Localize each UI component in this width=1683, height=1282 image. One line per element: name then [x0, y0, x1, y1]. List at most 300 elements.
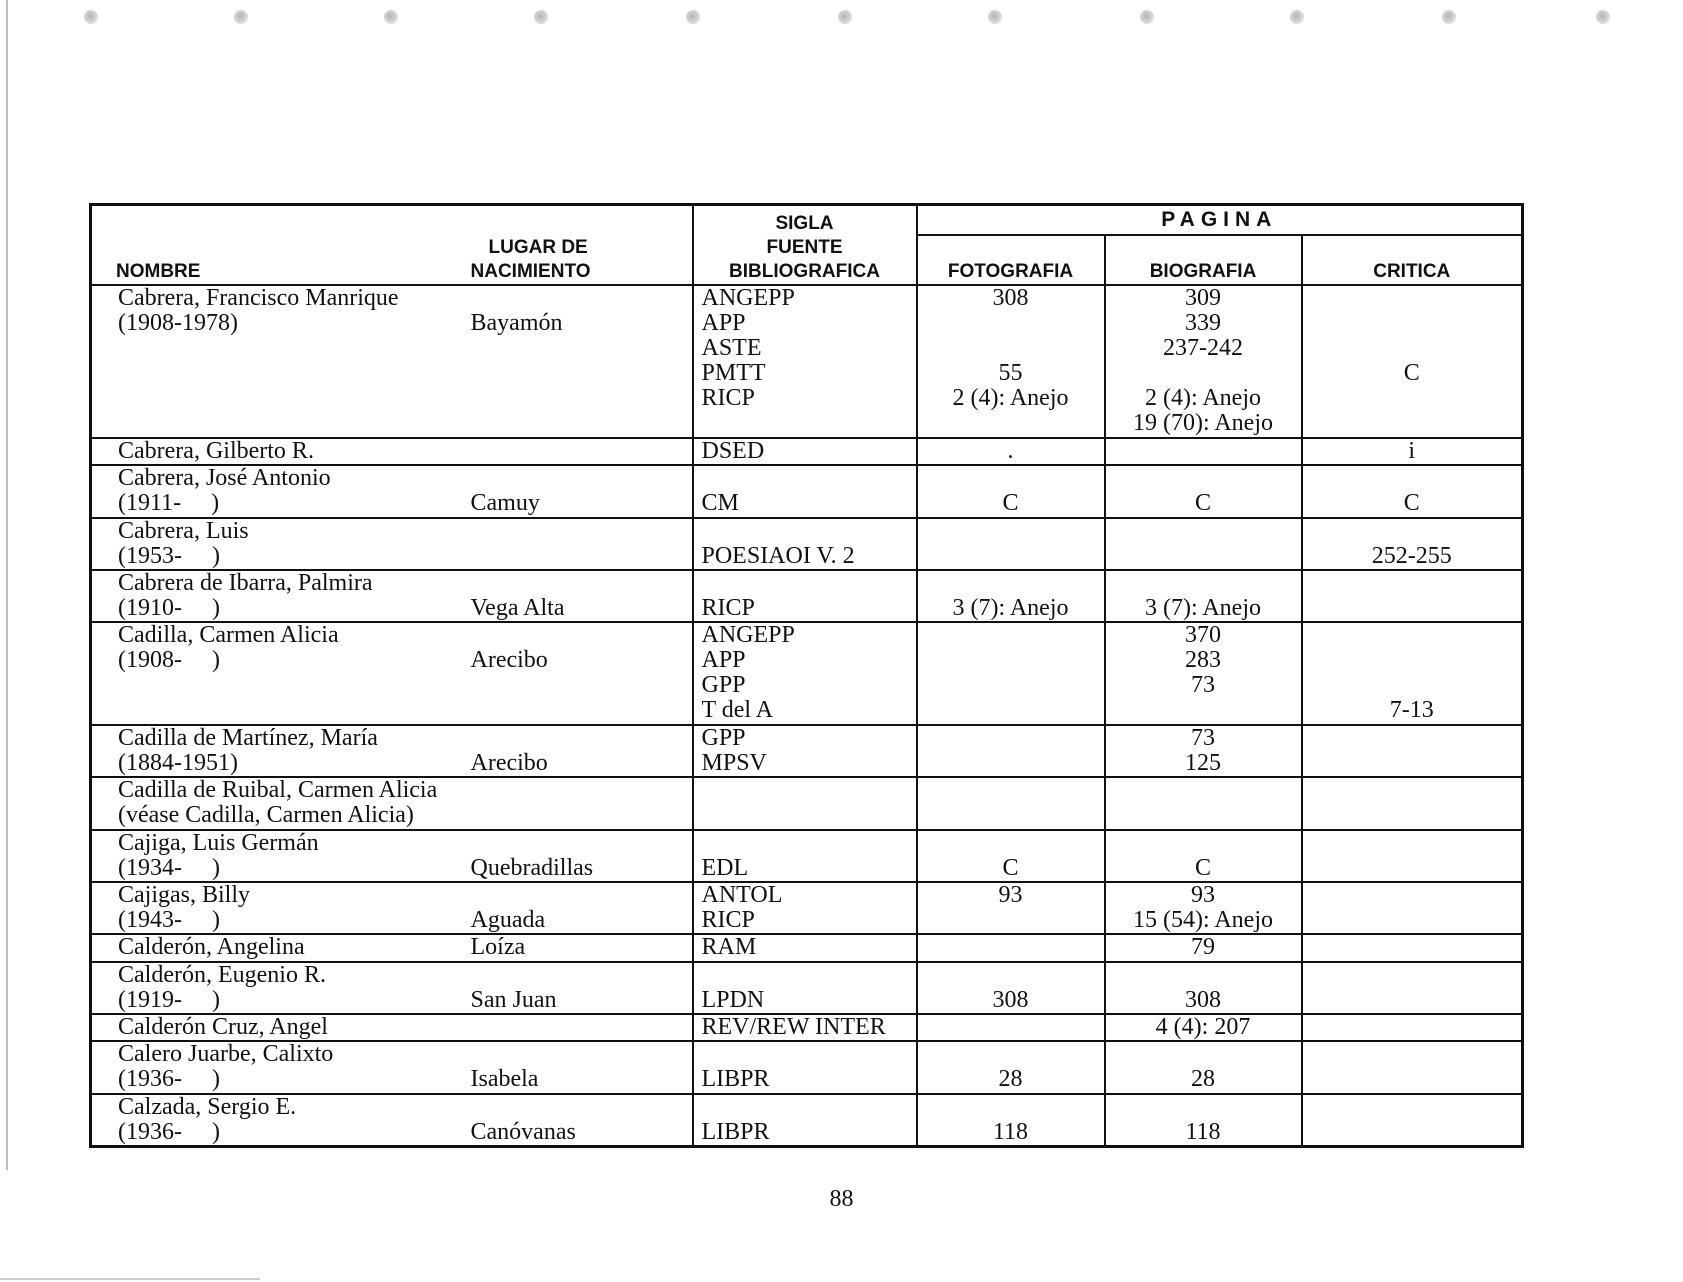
cell-line [1106, 698, 1301, 723]
binder-hole-icon [534, 10, 548, 24]
cell-line: Cadilla de Martínez, María [118, 725, 378, 752]
cell-line [1303, 1095, 1522, 1120]
cell-line [1303, 1042, 1522, 1067]
nombre-cell [91, 777, 464, 829]
fotografia-cell [917, 725, 1105, 777]
nombre-cell [91, 830, 464, 882]
cell-line: C [1194, 490, 1211, 517]
biografia-cell [1105, 1014, 1302, 1041]
sigla-cell [693, 438, 917, 465]
sigla-cell [693, 725, 917, 777]
critica-cell [1302, 1094, 1523, 1147]
lugar-cell [464, 777, 693, 829]
cell-line: 55 [998, 360, 1023, 386]
cell-line: 15 (54): Anejo [1133, 907, 1273, 934]
nombre-cell [91, 725, 464, 777]
header-lugar-line: NACIMIENTO [470, 261, 591, 282]
cell-line [1303, 726, 1522, 751]
table-row [91, 1014, 1523, 1041]
fotografia-cell [917, 438, 1105, 465]
cell-line [918, 963, 1104, 988]
cell-line [471, 726, 692, 751]
lugar-cell [464, 438, 693, 465]
critica-cell [1302, 882, 1523, 934]
binder-hole-icon [1290, 10, 1304, 24]
header-biografia: BIOGRAFIA [1105, 235, 1302, 285]
cell-line [471, 778, 692, 803]
header-sigla [693, 205, 917, 286]
cell-line [1303, 751, 1522, 776]
sigla-cell [693, 882, 917, 934]
nombre-cell [91, 438, 464, 465]
critica-cell [1302, 830, 1523, 882]
cell-line [1303, 623, 1522, 648]
cell-line: Cabrera, Luis [118, 517, 249, 544]
cell-line: San Juan [470, 986, 557, 1013]
fotografia-cell [917, 934, 1105, 961]
nombre-cell [91, 285, 464, 438]
cell-line [918, 311, 1104, 336]
biografia-cell [1105, 622, 1302, 725]
cell-line: C [1403, 360, 1420, 386]
fotografia-cell [917, 465, 1105, 517]
cell-line: 4 (4): 207 [1155, 1014, 1251, 1041]
cell-line: Quebradillas [470, 854, 594, 881]
fotografia-cell [917, 1094, 1105, 1147]
cell-line: CM [701, 490, 739, 517]
cell-line [918, 803, 1104, 828]
cell-line: Calzada, Sergio E. [118, 1093, 297, 1120]
cell-line [702, 466, 916, 491]
cell-line: 73 [1191, 725, 1215, 752]
cell-line: 308 [992, 285, 1029, 311]
fotografia-cell [917, 777, 1105, 829]
cell-line: 370 [1185, 622, 1221, 649]
header-lugar-line: LUGAR DE [488, 237, 588, 258]
lugar-cell [464, 882, 693, 934]
lugar-cell [464, 830, 693, 882]
cell-line: 28 [1191, 1066, 1215, 1093]
cell-line [471, 411, 692, 436]
lugar-cell [464, 465, 693, 517]
table-row [91, 570, 1523, 622]
cell-line [1303, 673, 1522, 698]
table-row [91, 1094, 1523, 1147]
cell-line [471, 386, 692, 411]
fotografia-cell [917, 1014, 1105, 1041]
cell-line [471, 571, 692, 596]
cell-line: Cajiga, Luis Germán [118, 829, 319, 856]
cell-line: ANTOL [701, 882, 783, 909]
cell-line: (1936- ) [118, 1118, 220, 1145]
cell-line: APP [701, 647, 746, 674]
cell-line [118, 386, 464, 411]
cell-line [1106, 1042, 1301, 1067]
cell-line [1303, 336, 1522, 361]
header-critica: CRITICA [1302, 235, 1523, 285]
cell-line: 283 [1185, 647, 1221, 674]
cell-line: EDL [701, 854, 749, 881]
table-row [91, 465, 1523, 517]
sigla-cell [693, 777, 917, 829]
cell-line [471, 831, 692, 856]
biografia-cell [1105, 285, 1302, 438]
cell-line: 93 [998, 882, 1023, 909]
cell-line [918, 623, 1104, 648]
table-row [91, 285, 1523, 438]
cell-line: T del A [701, 697, 774, 724]
cell-line [1106, 439, 1301, 464]
cell-line [471, 1042, 692, 1067]
fotografia-cell [917, 882, 1105, 934]
cell-line: 237-242 [1163, 335, 1243, 361]
cell-line: RICP [701, 385, 755, 411]
nombre-cell [91, 622, 464, 725]
cell-line: ANGEPP [701, 285, 795, 311]
cell-line: PMTT [701, 360, 766, 386]
critica-cell [1302, 438, 1523, 465]
header-sigla-line: FUENTE [766, 237, 843, 258]
cell-line: 3 (7): Anejo [1145, 594, 1261, 621]
page-edge-line [6, 0, 8, 1170]
cell-line [1106, 361, 1301, 386]
cell-line: GPP [701, 672, 746, 699]
cell-line [1303, 935, 1522, 960]
table-row [91, 725, 1523, 777]
critica-cell [1302, 962, 1523, 1014]
cell-line [1106, 963, 1301, 988]
nombre-cell [91, 465, 464, 517]
cell-line [118, 673, 464, 698]
binder-hole-icon [838, 10, 852, 24]
sigla-cell [693, 830, 917, 882]
cell-line: (1919- ) [118, 986, 220, 1013]
nombre-cell [91, 1041, 464, 1093]
cell-line: Calero Juarbe, Calixto [118, 1041, 334, 1068]
cell-line [118, 411, 464, 436]
cell-line [471, 883, 692, 908]
binder-hole-icon [686, 10, 700, 24]
cell-line [918, 673, 1104, 698]
nombre-cell [91, 1094, 464, 1147]
cell-line: Cadilla, Carmen Alicia [118, 622, 339, 649]
cell-line [1303, 596, 1522, 621]
sigla-cell [693, 962, 917, 1014]
lugar-cell [464, 1014, 693, 1041]
cell-line [918, 935, 1104, 960]
fotografia-cell [917, 570, 1105, 622]
cell-line: Calderón, Eugenio R. [118, 961, 326, 988]
cell-line: LIBPR [701, 1066, 770, 1093]
cell-line: Isabela [470, 1066, 539, 1093]
lugar-cell [464, 570, 693, 622]
cell-line [1303, 571, 1522, 596]
lugar-cell [464, 725, 693, 777]
cell-line: 19 (70): Anejo [1133, 410, 1273, 436]
lugar-cell [464, 1094, 693, 1147]
binder-hole-icon [988, 10, 1002, 24]
fotografia-cell [917, 622, 1105, 725]
biografia-cell [1105, 465, 1302, 517]
cell-line [918, 466, 1104, 491]
biografia-cell [1105, 1041, 1302, 1093]
cell-line: 2 (4): Anejo [1145, 385, 1261, 411]
cell-line: 118 [1185, 1118, 1221, 1145]
lugar-cell [464, 962, 693, 1014]
cell-line [918, 1095, 1104, 1120]
cell-line: (1910- ) [118, 594, 220, 621]
biografia-cell [1105, 882, 1302, 934]
cell-line [1303, 856, 1522, 881]
cell-line: Cabrera, Gilberto R. [118, 438, 314, 465]
fotografia-cell [917, 830, 1105, 882]
critica-cell [1302, 570, 1523, 622]
sigla-cell [693, 622, 917, 725]
cell-line: GPP [701, 725, 746, 752]
cell-line [1303, 988, 1522, 1013]
fotografia-cell [917, 285, 1105, 438]
cell-line: RICP [701, 594, 755, 621]
cell-line [1303, 466, 1522, 491]
cell-line [471, 698, 692, 723]
header-pagina: PAGINA [917, 205, 1523, 236]
cell-line [918, 336, 1104, 361]
table-row [91, 934, 1523, 961]
cell-line [1303, 908, 1522, 933]
cell-line [702, 411, 916, 436]
cell-line [1303, 411, 1522, 436]
cell-line: 28 [998, 1066, 1023, 1093]
cell-line: 309 [1185, 285, 1221, 311]
lugar-cell [464, 285, 693, 438]
cell-line: RAM [701, 934, 757, 961]
binder-hole-icon [1596, 10, 1610, 24]
table-row [91, 622, 1523, 725]
bibliography-table [89, 203, 1524, 1148]
cell-line [1106, 519, 1301, 544]
cell-line: Cabrera de Ibarra, Palmira [118, 569, 373, 596]
cell-line: Aguada [470, 907, 546, 934]
cell-line [702, 571, 916, 596]
cell-line [1106, 544, 1301, 569]
critica-cell [1302, 285, 1523, 438]
sigla-cell [693, 934, 917, 961]
cell-line: MPSV [701, 750, 767, 777]
header-fotografia: FOTOGRAFIA [917, 235, 1105, 285]
cell-line [918, 778, 1104, 803]
cell-line [471, 286, 692, 311]
cell-line [1303, 311, 1522, 336]
lugar-cell [464, 622, 693, 725]
cell-line [471, 519, 692, 544]
cell-line: RICP [701, 907, 755, 934]
cell-line: C [1194, 854, 1211, 881]
cell-line: (1908- ) [118, 647, 220, 674]
critica-cell [1302, 777, 1523, 829]
cell-line [118, 336, 464, 361]
fotografia-cell [917, 962, 1105, 1014]
cell-line [1106, 803, 1301, 828]
table-row [91, 830, 1523, 882]
cell-line: 73 [1191, 672, 1215, 699]
cell-line [702, 963, 916, 988]
cell-line: 252-255 [1371, 542, 1452, 569]
cell-line: 3 (7): Anejo [952, 594, 1069, 621]
cell-line [918, 411, 1104, 436]
cell-line: (1953- ) [118, 542, 220, 569]
cell-line: Cajigas, Billy [118, 882, 250, 909]
critica-cell [1302, 465, 1523, 517]
cell-line [702, 778, 916, 803]
cell-line [918, 1042, 1104, 1067]
binder-hole-icon [384, 10, 398, 24]
sigla-cell [693, 465, 917, 517]
cell-line [918, 571, 1104, 596]
cell-line [1106, 571, 1301, 596]
lugar-cell [464, 518, 693, 570]
cell-line: Bayamón [470, 310, 563, 336]
cell-line [1303, 778, 1522, 803]
cell-line [702, 831, 916, 856]
biografia-cell [1105, 830, 1302, 882]
cell-line: Cabrera, José Antonio [118, 465, 331, 492]
cell-line [471, 439, 692, 464]
cell-line: APP [701, 310, 746, 336]
cell-line [471, 673, 692, 698]
nombre-cell [91, 570, 464, 622]
header-nombre: NOMBRE [116, 261, 201, 282]
fotografia-cell [917, 1041, 1105, 1093]
biografia-cell [1105, 777, 1302, 829]
critica-cell [1302, 1014, 1523, 1041]
binder-hole-icon [234, 10, 248, 24]
cell-line [471, 361, 692, 386]
table-row [91, 518, 1523, 570]
cell-line [918, 751, 1104, 776]
cell-line [471, 466, 692, 491]
cell-line: Vega Alta [470, 594, 565, 621]
cell-line: Arecibo [470, 750, 548, 777]
sigla-cell [693, 1041, 917, 1093]
table-row [91, 962, 1523, 1014]
biografia-cell [1105, 518, 1302, 570]
table-row [91, 1041, 1523, 1093]
cell-line: 125 [1185, 750, 1221, 777]
cell-line: i [1408, 438, 1416, 465]
cell-line [918, 648, 1104, 673]
cell-line: Canóvanas [470, 1118, 576, 1145]
cell-line [1303, 1120, 1522, 1145]
cell-line [1303, 803, 1522, 828]
cell-line [118, 698, 464, 723]
cell-line: C [1002, 490, 1019, 517]
binder-hole-icon [1442, 10, 1456, 24]
sigla-cell [693, 285, 917, 438]
cell-line [918, 698, 1104, 723]
cell-line [471, 1095, 692, 1120]
cell-line [918, 726, 1104, 751]
cell-line: Calderón Cruz, Angel [118, 1014, 328, 1041]
nombre-cell [91, 518, 464, 570]
binder-hole-icon [84, 10, 98, 24]
lugar-cell [464, 934, 693, 961]
cell-line [1303, 831, 1522, 856]
table-row [91, 438, 1523, 465]
nombre-cell [91, 962, 464, 1014]
cell-line [1106, 1095, 1301, 1120]
cell-line: (1934- ) [118, 854, 220, 881]
cell-line [471, 544, 692, 569]
cell-line: DSED [701, 438, 765, 465]
biografia-cell [1105, 962, 1302, 1014]
table-row [91, 777, 1523, 829]
cell-line: 93 [1191, 882, 1215, 909]
critica-cell [1302, 1041, 1523, 1093]
cell-line: Calderón, Angelina [118, 934, 305, 961]
cell-line [702, 519, 916, 544]
cell-line [1303, 963, 1522, 988]
cell-line [702, 803, 916, 828]
header-lugar [464, 205, 693, 286]
cell-line [1303, 1067, 1522, 1092]
critica-cell [1302, 622, 1523, 725]
critica-cell [1302, 934, 1523, 961]
lugar-cell [464, 1041, 693, 1093]
critica-cell [1302, 725, 1523, 777]
page-edge-line [0, 1278, 260, 1280]
biografia-cell [1105, 438, 1302, 465]
cell-line [471, 963, 692, 988]
cell-line: Loíza [470, 934, 526, 961]
sigla-cell [693, 570, 917, 622]
header-sigla-line: BIBLIOGRAFICA [729, 261, 880, 282]
cell-line [918, 519, 1104, 544]
fotografia-cell [917, 518, 1105, 570]
cell-line [1303, 883, 1522, 908]
biografia-cell [1105, 570, 1302, 622]
cell-line: ANGEPP [701, 622, 795, 649]
page-number: 88 [829, 1186, 854, 1212]
cell-line [1303, 648, 1522, 673]
sigla-cell [693, 1094, 917, 1147]
binder-holes [0, 6, 1683, 30]
cell-line [471, 803, 692, 828]
cell-line [1303, 286, 1522, 311]
cell-line [471, 1015, 692, 1040]
cell-line: (1936- ) [118, 1066, 220, 1093]
cell-line: 308 [992, 986, 1029, 1013]
sigla-cell [693, 1014, 917, 1041]
cell-line: 339 [1185, 310, 1221, 336]
nombre-cell [91, 934, 464, 961]
table-body [91, 285, 1523, 1147]
cell-line [918, 908, 1104, 933]
cell-line [918, 544, 1104, 569]
critica-cell [1302, 518, 1523, 570]
cell-line [1303, 1015, 1522, 1040]
cell-line: Cadilla de Ruibal, Carmen Alicia [118, 777, 438, 804]
cell-line [1106, 778, 1301, 803]
nombre-cell [91, 882, 464, 934]
cell-line: Camuy [470, 490, 540, 517]
cell-line: (1943- ) [118, 907, 220, 934]
cell-line: ASTE [701, 335, 762, 361]
cell-line: C [1403, 490, 1420, 517]
cell-line [918, 1015, 1104, 1040]
cell-line [471, 336, 692, 361]
cell-line: Cabrera, Francisco Manrique [118, 285, 399, 311]
biografia-cell [1105, 934, 1302, 961]
